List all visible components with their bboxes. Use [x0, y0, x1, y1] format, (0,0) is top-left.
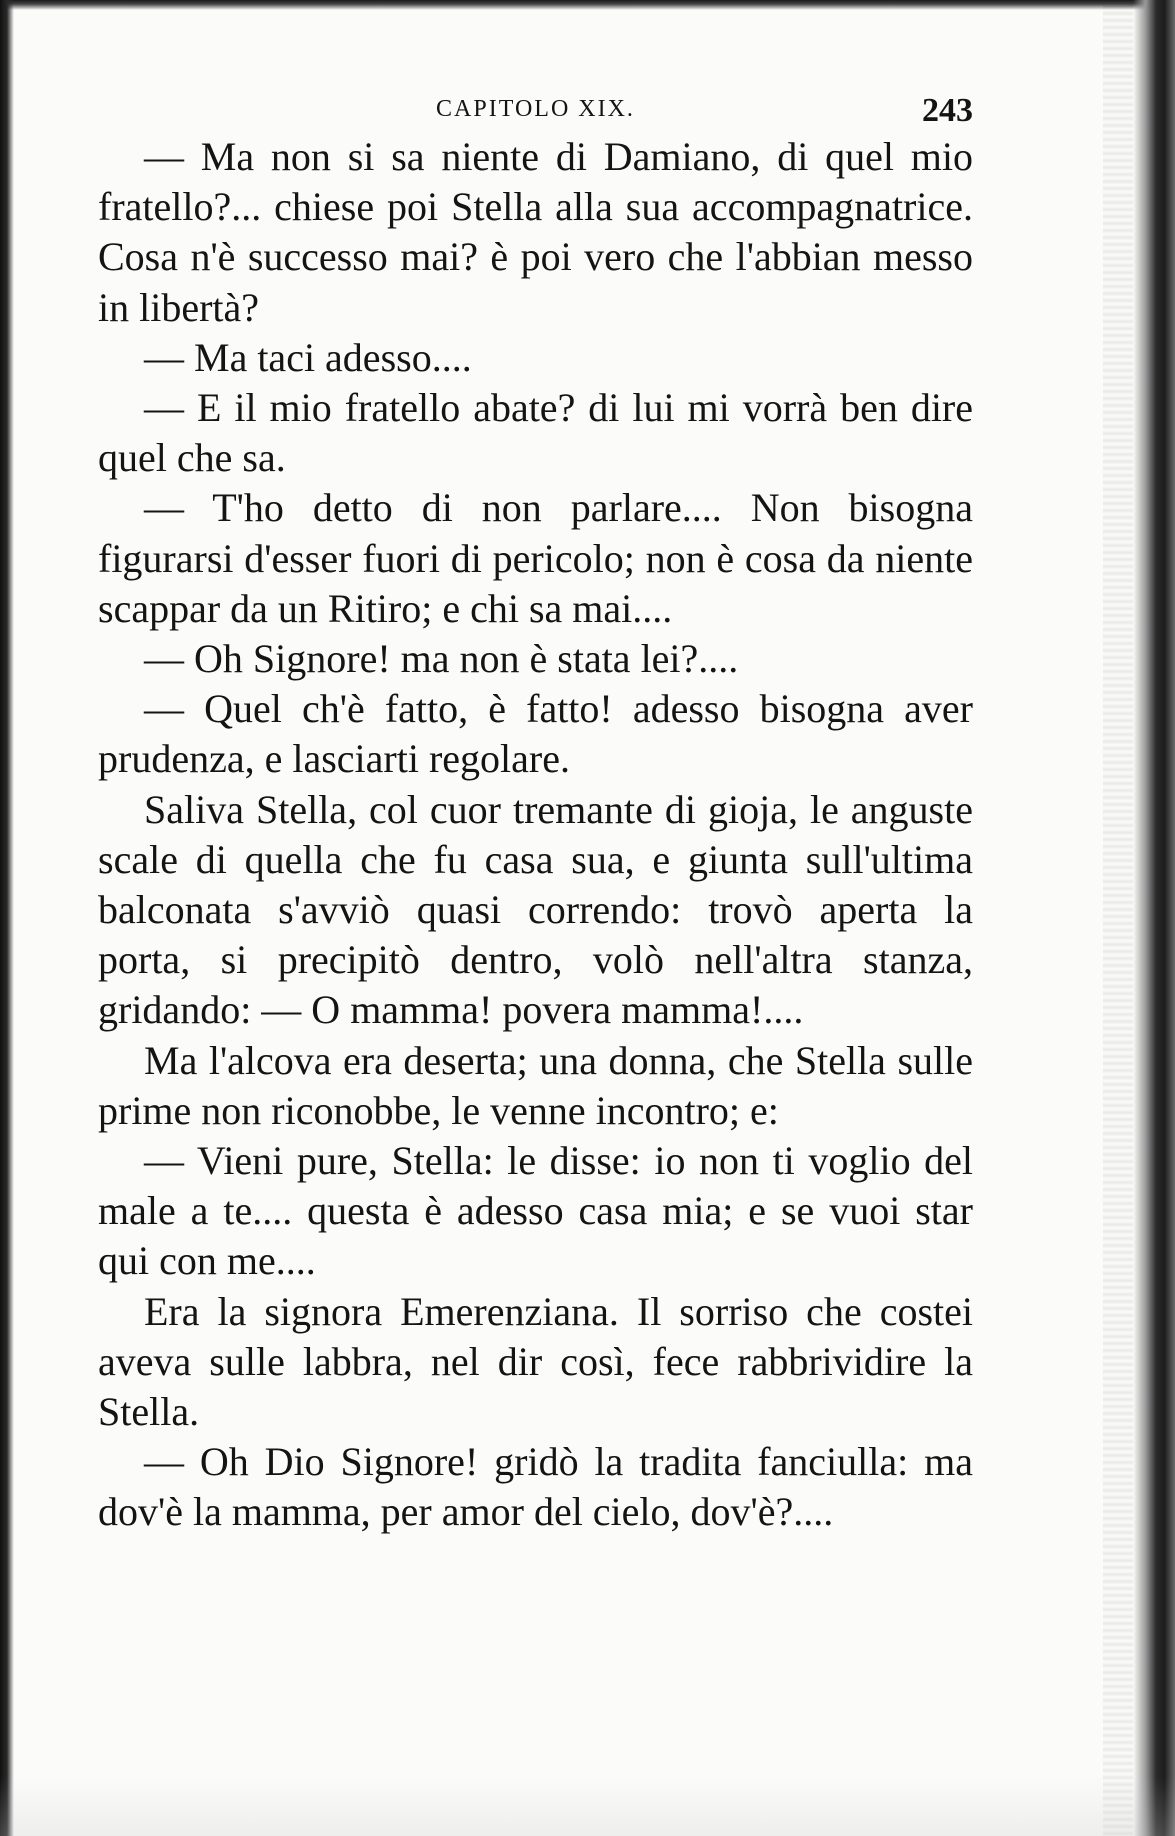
- body-text: [98, 132, 973, 1538]
- page-header: [98, 92, 973, 132]
- paragraph: Saliva Stella, col cuor tremante di gioja, le anguste scale di quella che fu casa sua, e giunta sull'ultima balconata s'avviò quasi correndo: trovò aperta la porta, si precipitò dentro, volò nell'altra stanza, gridando: — O mamma! povera mamma!....: [98, 786, 973, 1033]
- paragraph: Era la signora Emerenziana. Il sorriso che costei aveva sulle labbra, nel dir così, fece rabbrividire la Stella.: [98, 1288, 973, 1435]
- paragraph: — Quel ch'è fatto, è fatto! adesso bisogna aver prudenza, e lasciarti regolare.: [98, 686, 973, 782]
- paragraph: — Oh Dio Signore! gridò la tradita fanciulla: ma dov'è la mamma, per amor del cielo, dov'è?....: [98, 1439, 973, 1535]
- scan-edge-right: [1133, 0, 1175, 1836]
- paragraph: — T'ho detto di non parlare.... Non bisogna figurarsi d'esser fuori di pericolo; non è cosa da niente scappar da un Ritiro; e chi sa mai....: [98, 485, 973, 631]
- paragraph: — Vieni pure, Stella: le disse: io non ti voglio del male a te.... questa è adesso casa mia; e se vuoi star qui con me....: [98, 1138, 973, 1284]
- paragraph: — E il mio fratello abate? di lui mi vorrà ben dire quel che sa.: [98, 385, 973, 481]
- scan-edge-top: [0, 0, 1175, 10]
- paragraph: — Ma non si sa niente di Damiano, di quel mio fratello?... chiese poi Stella alla sua accompagnatrice. Cosa n'è successo mai? è poi vero che l'abbian messo in libertà?: [98, 134, 973, 330]
- running-head: CAPITOLO XIX.: [436, 96, 635, 122]
- paragraph: — Oh Signore! ma non è stata lei?....: [144, 636, 739, 682]
- paragraph: Ma l'alcova era deserta; una donna, che Stella sulle prime non riconobbe, le venne incontro; e:: [98, 1037, 973, 1133]
- scan-shadow-right: [1103, 0, 1133, 1836]
- scan-edge-left: [0, 0, 14, 1836]
- page-number: 243: [922, 92, 973, 129]
- paragraph: — Ma taci adesso....: [144, 334, 472, 380]
- scan-edge-bottom: [0, 1776, 1175, 1836]
